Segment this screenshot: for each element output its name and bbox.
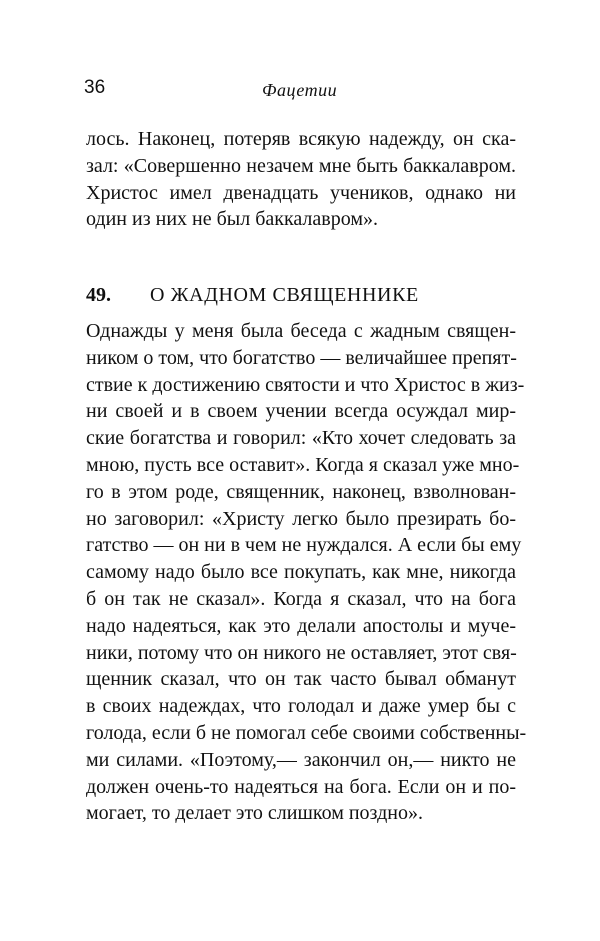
text-line: щенник сказал, что он так часто бывал обманут [86,668,516,691]
page-number: 36 [84,77,106,98]
section-paragraph [86,318,527,827]
text-line: ствие к достижению святости и что Христос в жиз- [86,373,525,396]
text-line: ником о том, что богатство — величайшее препят- [86,346,517,369]
continued-paragraph [86,126,516,233]
text-line: зал: «Совершенно незачем мне быть баккалавром. [86,154,516,177]
text-line: надо надеяться, как это делали апостолы и муче- [86,614,516,637]
text-line: ми силами. «Поэтому,— закончил он,— никто не [86,748,516,771]
text-line: го в этом роде, священник, наконец, взволнован- [86,480,516,503]
text-line: могает, то делает это слишком поздно». [86,802,423,825]
text-line: но заговорил: «Христу легко было презирать бо- [86,507,516,530]
section-title: О ЖАДНОМ СВЯЩЕННИКЕ [150,284,419,306]
text-line: гатство — он ни в чем не нуждался. А если бы ему [86,534,522,557]
text-line: Однажды у меня была беседа с жадным священ- [86,320,516,342]
text-line: голода, если б не помогал себе своими собственны- [86,721,527,744]
section-number: 49. [86,284,111,306]
text-line: самому надо было все покупать, как мне, никогда [86,561,516,584]
text-line: в своих надеждах, что голодал и даже умер бы с [86,695,516,718]
text-line: Христос имел двенадцать учеников, однако ни [86,181,516,204]
text-line: ские богатства и говорил: «Кто хочет следовать за [86,427,516,450]
text-line: один из них не был баккалавром». [86,208,379,231]
section-heading [86,282,516,308]
text-line: б он так не сказал». Когда я сказал, что на бога [86,587,516,610]
text-line: ники, потому что он никого не оставляет, этот свя- [86,641,517,664]
text-line: мною, пусть все оставит». Когда я сказал уже мно- [86,453,520,476]
running-title: Фацетии [262,80,338,100]
text-line: ни своей и в своем учении всегда осуждал мир- [86,400,516,423]
text-line: лось. Наконец, потеряв всякую надежду, он ска- [86,128,516,150]
text-line: должен очень-то надеяться на бога. Если он и по- [86,775,516,798]
